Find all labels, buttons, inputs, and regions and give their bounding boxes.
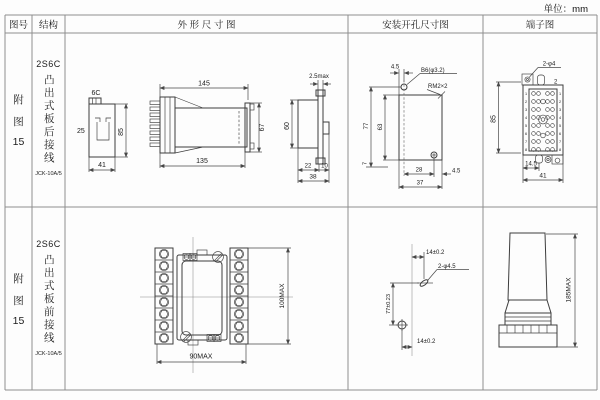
structure-type: 凸出式板前接线 xyxy=(42,254,55,345)
pin-number: 6 xyxy=(558,132,562,136)
pin-number: 4 xyxy=(558,116,562,120)
pin-number: 2 xyxy=(558,100,562,104)
dim-67: 67 xyxy=(259,123,266,132)
pin-number: 6 xyxy=(524,132,528,136)
pin-number: 1 xyxy=(524,92,528,96)
structure-model: 2S6C xyxy=(36,239,61,249)
dim-22: 22 xyxy=(304,163,312,170)
dim-90max: 90MAX xyxy=(189,353,213,361)
dim-2-5max: 2.5max xyxy=(309,74,329,80)
dim-85: 85 xyxy=(118,128,125,136)
header-outline-dims: 外 形 尺 寸 图 xyxy=(177,20,236,31)
pin-number: 3 xyxy=(524,108,528,112)
dim-77-row2: 77±0.23 xyxy=(386,294,392,314)
pin-number: 7 xyxy=(558,140,562,144)
figure-char: 附 xyxy=(13,94,24,106)
pin-number: 5 xyxy=(558,124,562,128)
dim-63: 63 xyxy=(378,123,384,131)
dim-60: 60 xyxy=(284,122,291,130)
dim-14-top: 14±0.2 xyxy=(426,250,445,256)
header-install-dims: 安装开孔尺寸图 xyxy=(382,20,449,31)
pin-number: 8 xyxy=(524,148,528,152)
figure-char: 附 xyxy=(13,272,24,285)
install-holes-row1 xyxy=(358,60,476,195)
hole-callout: B6(φ3.2) xyxy=(421,68,445,74)
pin-number: 4 xyxy=(524,116,528,120)
figure-label-row1 xyxy=(5,33,32,207)
dim-37: 37 xyxy=(416,180,424,187)
pin-number: 5 xyxy=(524,124,528,128)
outline-rear-view-row1 xyxy=(283,70,347,192)
structure-model: 2S6C xyxy=(36,59,61,69)
dim-4-5-top: 4.5 xyxy=(390,64,400,71)
dim-28: 28 xyxy=(415,167,423,174)
unit-label: 单位：mm xyxy=(543,4,588,15)
outline-side-view-row1 xyxy=(75,85,140,180)
terminal-post-label: 2 xyxy=(554,79,558,86)
dim-7: 7 xyxy=(362,161,369,166)
pin-number: 8 xyxy=(558,148,562,152)
dim-100max: 100MAX xyxy=(279,283,286,309)
dim-4-5-right: 4.5 xyxy=(452,168,461,175)
outline-front-view-row1 xyxy=(145,75,270,175)
figure-char: 图 xyxy=(13,116,24,128)
pin-number: 7 xyxy=(524,140,528,144)
dim-85-terminal: 85 xyxy=(490,115,498,123)
structure-label-row1 xyxy=(32,33,65,207)
dim-145: 145 xyxy=(198,80,210,88)
dim-38: 38 xyxy=(309,173,317,181)
dim-41: 41 xyxy=(98,162,106,169)
hole-callout-row2: 2-φ4.5 xyxy=(438,264,456,270)
terminal-hole-callout: 2-φ4 xyxy=(542,61,556,68)
dim-41-terminal: 41 xyxy=(539,172,547,180)
dim-25: 25 xyxy=(77,128,85,135)
structure-socket: JCK-10A/5 xyxy=(35,171,62,177)
figure-char: 图 xyxy=(13,294,24,307)
pin-number: 3 xyxy=(558,108,562,112)
dim-185max: 185MAX xyxy=(565,277,573,303)
structure-type: 凸出式板后接线 xyxy=(42,74,55,165)
terminal-side-view-row2 xyxy=(490,228,590,360)
thread-callout: RM2×2 xyxy=(428,84,448,90)
figure-label-row2 xyxy=(5,207,32,390)
dim-77: 77 xyxy=(364,122,370,130)
figure-number: 15 xyxy=(12,136,25,148)
dim-10: 10 xyxy=(321,163,328,170)
structure-socket: JCK-10A/5 xyxy=(35,351,62,357)
pin-number: 2 xyxy=(524,100,528,104)
structure-label-row2 xyxy=(32,207,65,390)
dim-14-5: 14.5 xyxy=(525,161,537,168)
header-structure: 结构 xyxy=(38,20,58,31)
dim-135: 135 xyxy=(196,158,208,165)
install-holes-row2 xyxy=(375,240,475,360)
terminal-diagram-row1 xyxy=(485,58,595,195)
dim-6c: 6C xyxy=(91,90,101,97)
header-figure-no: 图号 xyxy=(8,20,28,31)
dim-14-bottom: 14±0.2 xyxy=(417,339,436,345)
pin-number: 1 xyxy=(558,92,562,96)
header-terminal-diagram: 端子图 xyxy=(525,20,555,31)
figure-number: 15 xyxy=(12,314,25,327)
outline-front-face-row2 xyxy=(140,235,295,375)
